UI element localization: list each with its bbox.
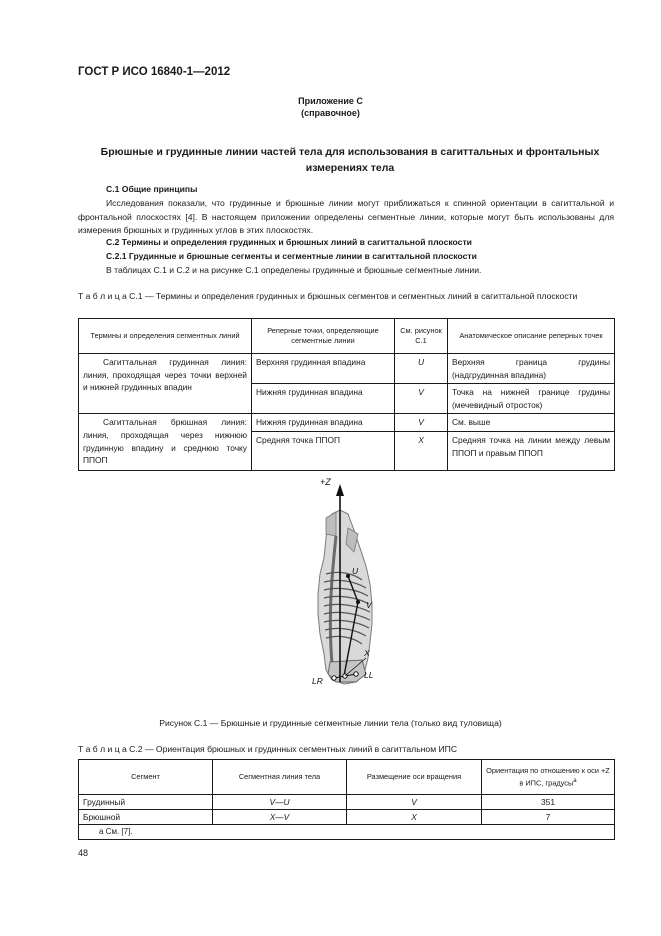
table-row xyxy=(79,810,615,825)
table-header-cell: Сегмент xyxy=(79,760,213,795)
torso-figure xyxy=(296,474,406,708)
point-u-marker xyxy=(346,574,350,578)
term-text: Сагиттальная грудинная линия: линия, проходящая через точки верхней и нижней грудинных впадин xyxy=(83,357,247,393)
main-title: Брюшные и грудинные линии частей тела для использования в сагиттальных и фронтальных измерениях тела xyxy=(100,146,600,174)
table-header-cell: Сегментная линия тела xyxy=(213,760,347,795)
appendix-title: Приложение С xyxy=(298,96,363,106)
table-footnote-row xyxy=(79,825,615,840)
table-row xyxy=(79,414,615,432)
table-header-cell: Анатомическое описание реперных точек xyxy=(448,319,615,354)
table-row xyxy=(79,795,615,810)
table-header-cell: Размещение оси вращения xyxy=(347,760,482,795)
point-v-marker xyxy=(356,600,360,604)
label-u: U xyxy=(352,566,359,576)
table-row xyxy=(79,354,615,384)
table-cell-point: Нижняя грудинная впадина xyxy=(252,414,395,432)
table-cell-point: Средняя точка ППОП xyxy=(252,431,395,470)
label-v: V xyxy=(366,600,372,610)
section-c21-heading: С.2.1 Грудинные и брюшные сегменты и сегментные линии в сагиттальной плоскости xyxy=(106,251,477,261)
table-cell-axis: X xyxy=(347,810,482,825)
axis-label: +Z xyxy=(320,477,331,487)
table-cell-point: Верхняя грудинная впадина xyxy=(252,354,395,384)
table2-caption: Т а б л и ц а С.2 — Ориентация брюшных и грудинных сегментных линий в сагиттальном ИПС xyxy=(78,744,458,754)
table1-caption: Т а б л и ц а С.1 — Термины и определения грудинных и брюшных сегментов и сегментных линий в сагиттальной плоскости xyxy=(78,291,578,301)
table-cell-orientation: 351 xyxy=(482,795,615,810)
label-lr: LR xyxy=(312,676,323,686)
table-cell-segment: Брюшной xyxy=(79,810,213,825)
table-footnote: а См. [7]. xyxy=(79,825,615,840)
table-cell-line: X—V xyxy=(213,810,347,825)
table-cell-ref: V xyxy=(395,414,448,432)
figure-caption: Рисунок С.1 — Брюшные и грудинные сегментные линии тела (только вид туловища) xyxy=(159,718,502,728)
footnote-mark: а xyxy=(573,777,577,784)
table-cell-segment: Грудинный xyxy=(79,795,213,810)
table-cell-desc: См. выше xyxy=(448,414,615,432)
table-c1 xyxy=(78,318,615,471)
table-header-cell xyxy=(482,760,615,795)
table-cell-term xyxy=(79,414,252,471)
appendix-subtitle: (справочное) xyxy=(301,108,360,118)
point-ll-marker xyxy=(354,672,358,676)
section-c1-heading: С.1 Общие принципы xyxy=(106,184,198,194)
table-cell-ref: X xyxy=(395,431,448,470)
table-cell-term xyxy=(79,354,252,414)
standard-code: ГОСТ Р ИСО 16840-1—2012 xyxy=(78,66,231,78)
section-c21-text: В таблицах С.1 и С.2 и на рисунке С.1 определены грудинные и брюшные сегментные линии. xyxy=(106,265,482,275)
table-cell-point: Нижняя грудинная впадина xyxy=(252,384,395,414)
table-header-cell: Реперные точки, определяющие сегментные линии xyxy=(252,319,395,354)
table-c2 xyxy=(78,759,615,840)
header-text: Ориентация по отношению к оси +Z в ИПС, градусы xyxy=(486,765,610,788)
table-header-cell: См. рисунок С.1 xyxy=(395,319,448,354)
table-cell-line: V—U xyxy=(213,795,347,810)
table-cell-desc: Точка на нижней границе грудины (мечевидный отросток) xyxy=(448,384,615,414)
table-cell-desc: Средняя точка на линии между левым ППОП и правым ППОП xyxy=(448,431,615,470)
table-cell-ref: U xyxy=(395,354,448,384)
shoulder-shape xyxy=(326,512,336,536)
section-c1-text: Исследования показали, что грудинные и брюшные линии могут приближаться к спинной ориентации в сагиттальной и фронтальной плоскостях [4]. В настоящем приложении определены сегментные линии, которые могут быть использованы для измерения брюшных и грудинных углов в этих плоскостях. xyxy=(78,198,614,236)
table-cell-ref: V xyxy=(395,384,448,414)
table-header-row xyxy=(79,319,615,354)
label-ll: LL xyxy=(364,670,374,680)
table-header-cell: Термины и определения сегментных линий xyxy=(79,319,252,354)
table-cell-desc: Верхняя граница грудины (надгрудинная впадина) xyxy=(448,354,615,384)
table-cell-axis: V xyxy=(347,795,482,810)
section-c2-heading: С.2 Термины и определения грудинных и брюшных линий в сагиттальной плоскости xyxy=(106,237,472,247)
label-x: X xyxy=(364,648,370,658)
table-cell-orientation: 7 xyxy=(482,810,615,825)
page-number: 48 xyxy=(78,848,89,858)
z-axis-arrowhead xyxy=(336,484,344,496)
table-header-row xyxy=(79,760,615,795)
term-text: Сагиттальная брюшная линия: линия, проходящая через нижнюю грудинную впадину и среднюю точку ППОП xyxy=(83,417,247,466)
point-lr-marker xyxy=(332,676,336,680)
